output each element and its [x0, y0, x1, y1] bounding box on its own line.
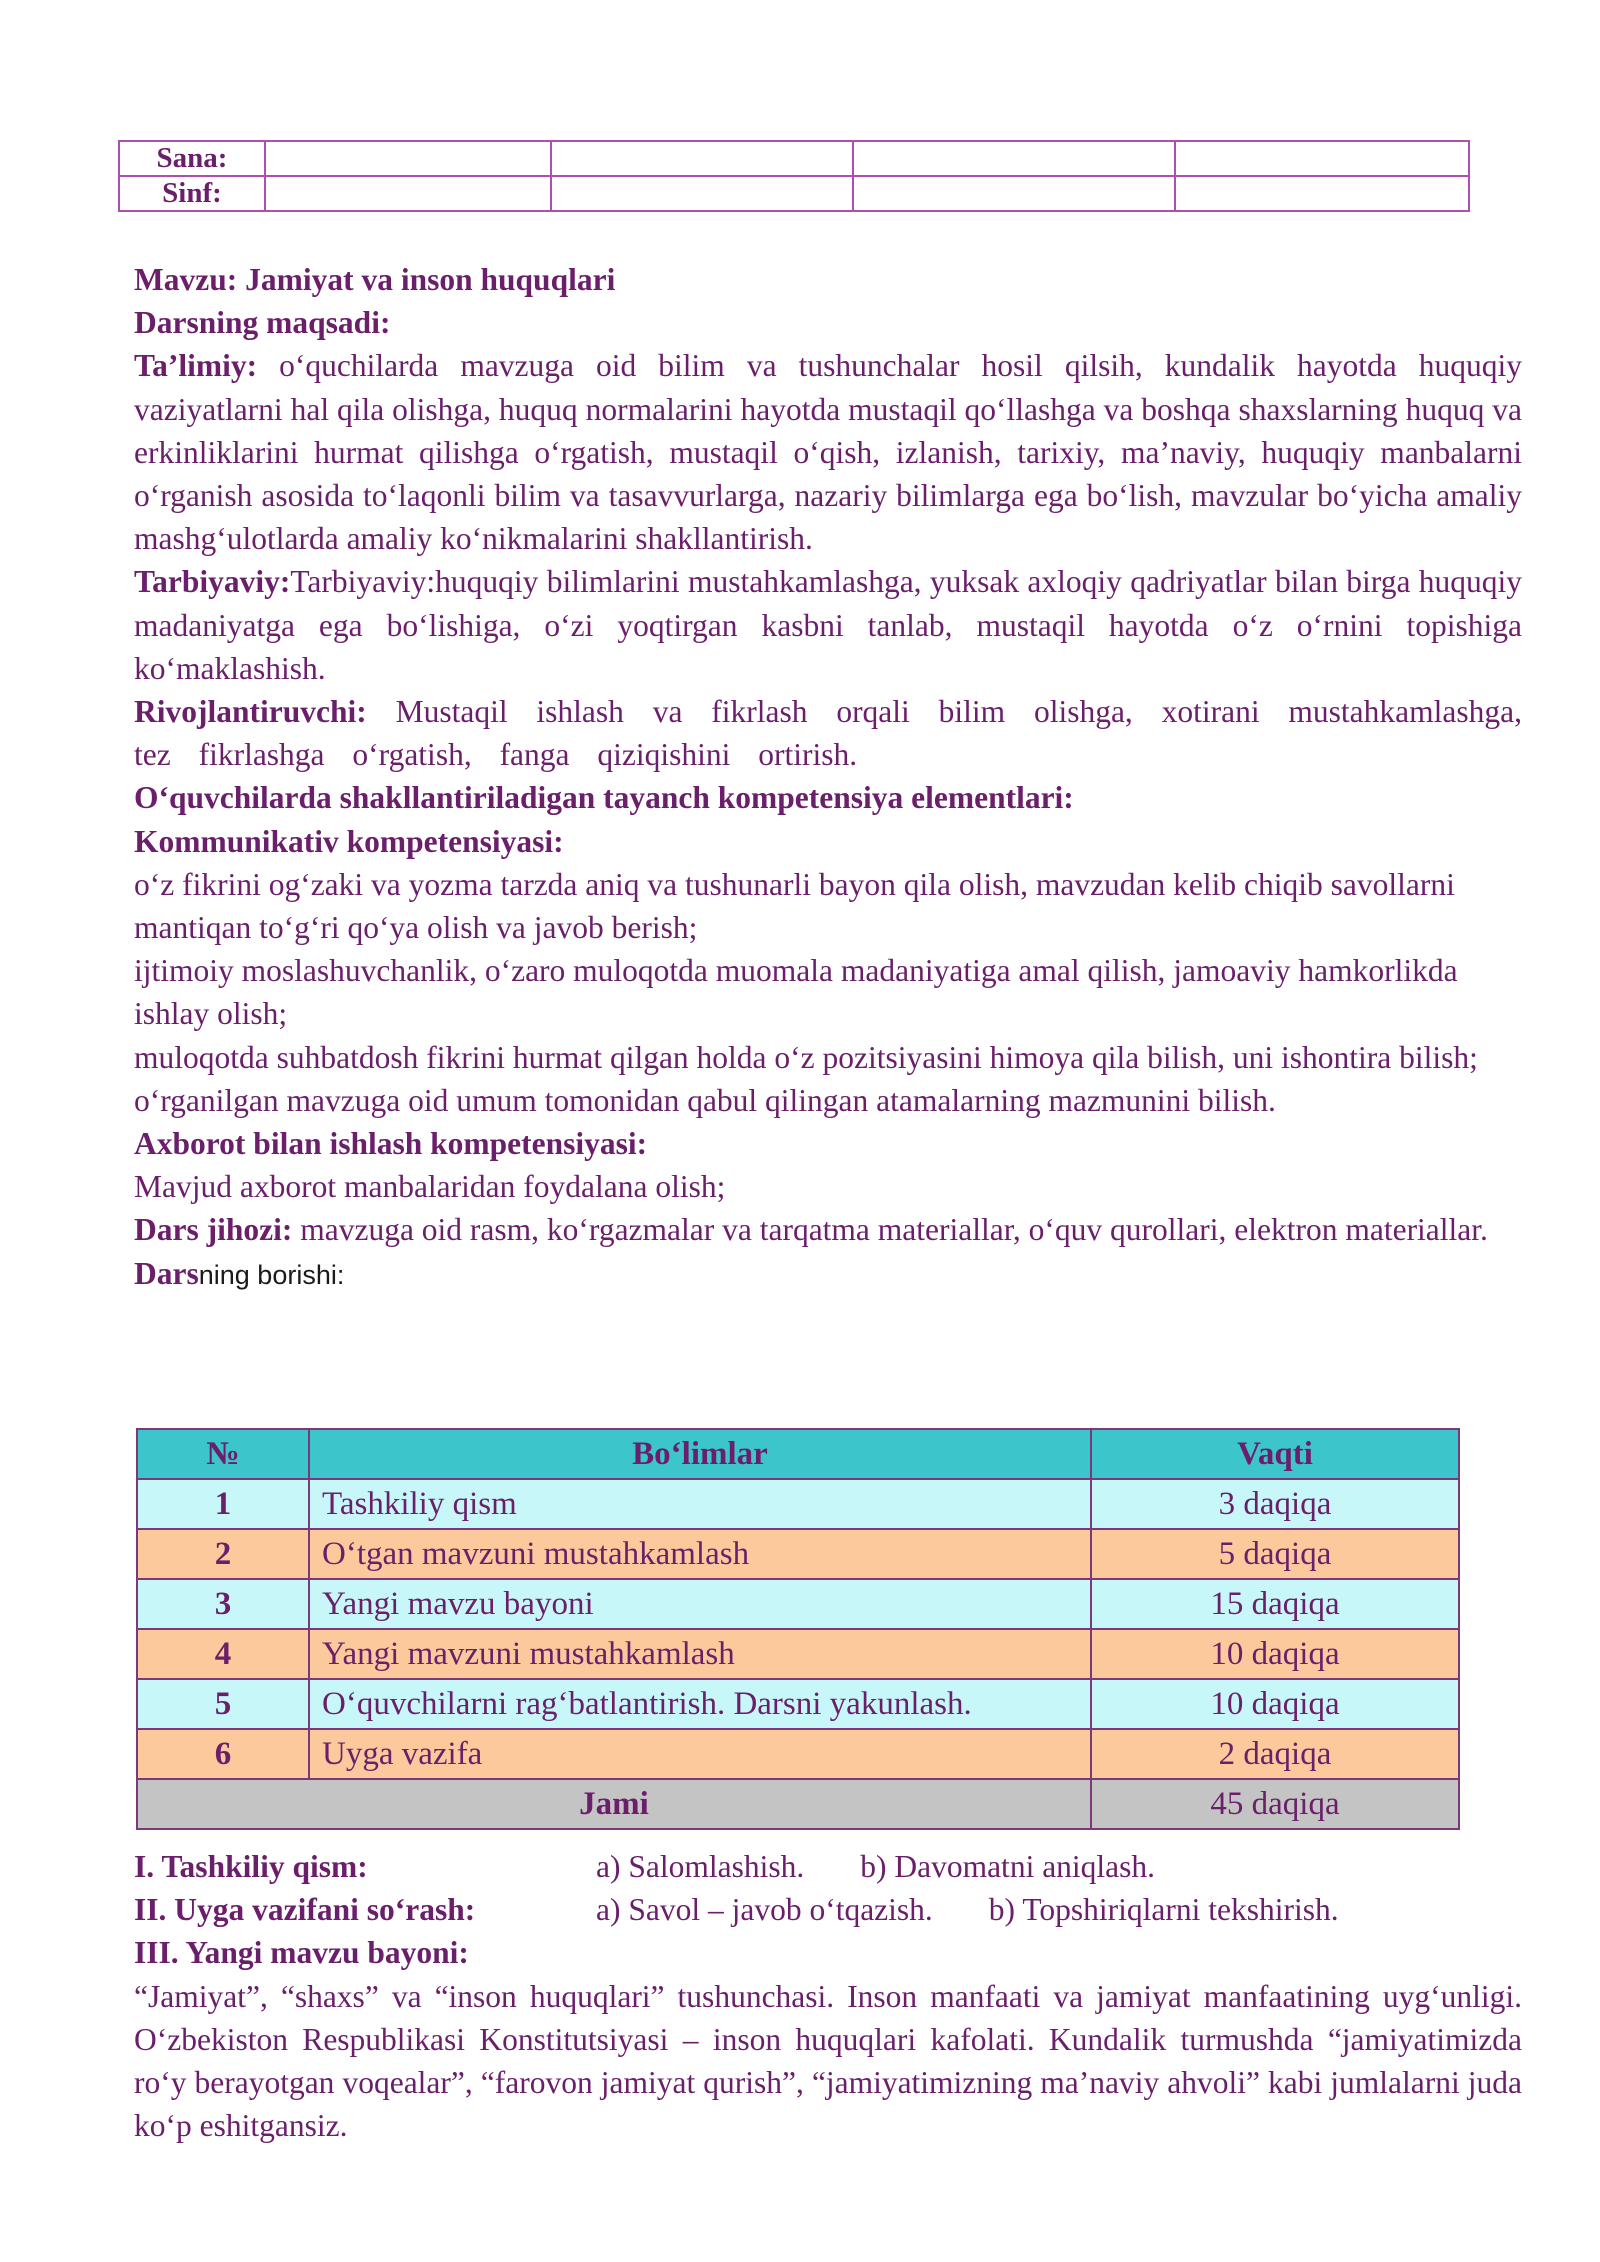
talimiy-label: Ta’limiy: [134, 348, 258, 384]
step-item: a) Salomlashish. [596, 1849, 805, 1884]
rivojlantiruvchi-label: Rivojlantiruvchi: [134, 694, 367, 730]
col-section-header: Bo‘limlar [309, 1429, 1091, 1479]
row-section: O‘quvchilarni rag‘batlantirish. Darsni yakunlash. [309, 1679, 1091, 1729]
borishi-rest: ning borishi: [198, 1259, 345, 1290]
sana-cell[interactable] [551, 141, 853, 176]
col-number-header: № [137, 1429, 309, 1479]
sinf-row [119, 176, 1469, 211]
row-time: 10 daqiqa [1091, 1679, 1459, 1729]
plan-header-row [137, 1429, 1459, 1479]
table-row [137, 1729, 1459, 1779]
talimiy-paragraph [134, 344, 1522, 560]
borishi-heading [134, 1252, 1522, 1297]
komm-item: muloqotda suhbatdosh fikrini hurmat qilgan holda o‘z pozitsiyasini himoya qila bilish, uni ishontira bilish; [134, 1039, 1478, 1075]
new-topic-paragraph: “Jamiyat”, “shaxs” va “inson huquqlari” tushunchasi. Inson manfaati va jamiyat manfaatining uyg‘unligi. O‘zbekiston Respublikasi Konstitutsiyasi – inson huquqlari kafolati. Kundalik turmushda “jamiyatimizda ro‘y berayotgan voqealar”, “farovon jamiyat qurish”, “jamiyatimizning ma’naviy ahvoli” kabi jumlalarni juda ko‘p eshitgansiz. [134, 1978, 1522, 2144]
step-new-topic-heading: III. Yangi mavzu bayoni: [134, 1935, 469, 1971]
sana-cell[interactable] [1175, 141, 1469, 176]
rivojlantiruvchi-text: Mustaqil ishlash va fikrlash orqali bilim olishga, xotirani mustahkamlashga, tez fikrlashga o‘rgatish, fanga qiziqishini ortirish. [134, 694, 1522, 773]
row-section: Yangi mavzu bayoni [309, 1579, 1091, 1629]
step-item: b) Topshiriqlarni tekshirish. [988, 1892, 1339, 1928]
sana-cell[interactable] [265, 141, 551, 176]
tarbiyaviy-paragraph [134, 560, 1522, 690]
table-row [137, 1679, 1459, 1729]
tarbiyaviy-text: Tarbiyaviy:huquqiy bilimlarini mustahkamlashga, yuksak axloqiy qadriyatlar bilan birga huquqiy madaniyatga ega bo‘lishiga, o‘zi yoqtirgan kasbni tanlab, mustaqil hayotda o‘z o‘rnini topishiga ko‘maklashish. [134, 564, 1522, 686]
total-label: Jami [137, 1779, 1091, 1829]
lesson-plan-table [136, 1428, 1460, 1830]
komm-item: ijtimoiy moslashuvchanlik, o‘zaro muloqotda muomala madaniyatiga amal qilish, jamoaviy hamkorlikda ishlay olish; [134, 953, 1458, 1032]
row-number: 1 [137, 1479, 309, 1529]
sinf-label: Sinf: [119, 176, 265, 211]
row-time: 3 daqiqa [1091, 1479, 1459, 1529]
row-section: Uyga vazifa [309, 1729, 1091, 1779]
komm-heading: Kommunikativ kompetensiyasi: [134, 823, 564, 859]
sinf-cell[interactable] [853, 176, 1175, 211]
table-row [137, 1629, 1459, 1679]
borishi-bold: Dars [134, 1255, 199, 1291]
sinf-cell[interactable] [551, 176, 853, 211]
total-row [137, 1779, 1459, 1829]
row-time: 10 daqiqa [1091, 1629, 1459, 1679]
step-label: II. Uyga vazifani so‘rash: [134, 1892, 476, 1928]
sana-label: Sana: [119, 141, 265, 176]
tarbiyaviy-label: Tarbiyaviy: [134, 564, 291, 600]
sana-row [119, 141, 1469, 176]
goal-heading: Darsning maqsadi: [134, 305, 391, 341]
sinf-cell[interactable] [1175, 176, 1469, 211]
lesson-steps [134, 1845, 1522, 2147]
total-time: 45 daqiqa [1091, 1779, 1459, 1829]
axborot-text: Mavjud axborot manbalaridan foydalana olish; [134, 1169, 726, 1205]
step-item: b) Davomatni aniqlash. [860, 1849, 1156, 1884]
komm-item: o‘z fikrini og‘zaki va yozma tarzda aniq va tushunarli bayon qila olish, mavzudan kelib chiqib savollarni mantiqan to‘g‘ri qo‘ya olish va javob berish; [134, 866, 1455, 946]
talimiy-text: o‘quchilarda mavzuga oid bilim va tushunchalar hosil qilsih, kundalik hayotda huquqiy vaziyatlarni hal qila olishga, huquq normalarini hayotda mustaqil qo‘llashga va boshqa shaxslarning huquq va erkinliklarini hurmat qilishga o‘rgatish, mustaqil o‘qish, izlanish, tarixiy, ma’naviy, huquqiy manbalarni o‘rganish asosida to‘laqonli bilim va tasavvurlarga, nazariy bilimlarga ega bo‘lish, mavzular bo‘yicha amaliy mashg‘ulotlarda amaliy ko‘nikmalarini shakllantirish. [134, 348, 1522, 557]
row-time: 15 daqiqa [1091, 1579, 1459, 1629]
step-homework-check [134, 1888, 1522, 1931]
row-number: 5 [137, 1679, 309, 1729]
rivojlantiruvchi-paragraph [134, 690, 1522, 776]
jihoz-paragraph [134, 1208, 1522, 1251]
row-number: 3 [137, 1579, 309, 1629]
row-number: 4 [137, 1629, 309, 1679]
komm-item: o‘rganilgan mavzuga oid umum tomonidan qabul qilingan atamalarning mazmunini bilish. [134, 1082, 1276, 1118]
jihoz-text: mavzuga oid rasm, ko‘rgazmalar va tarqatma materiallar, o‘quv qurollari, elektron materiallar. [292, 1212, 1488, 1248]
table-row [137, 1479, 1459, 1529]
axborot-heading: Axborot bilan ishlash kompetensiyasi: [134, 1126, 648, 1162]
topic-heading: Mavzu: Jamiyat va inson huquqlari [134, 262, 616, 297]
step-organizational [134, 1845, 1522, 1888]
lesson-content [134, 258, 1522, 1297]
row-time: 2 daqiqa [1091, 1729, 1459, 1779]
row-number: 6 [137, 1729, 309, 1779]
jihoz-label: Dars jihozi: [134, 1212, 293, 1248]
sinf-cell[interactable] [265, 176, 551, 211]
step-item: a) Savol – javob o‘tqazish. [596, 1892, 933, 1928]
table-row [137, 1529, 1459, 1579]
col-time-header: Vaqti [1091, 1429, 1459, 1479]
row-section: Yangi mavzuni mustahkamlash [309, 1629, 1091, 1679]
table-row [137, 1579, 1459, 1629]
date-class-table [118, 140, 1470, 212]
row-time: 5 daqiqa [1091, 1529, 1459, 1579]
sana-cell[interactable] [853, 141, 1175, 176]
competence-heading: O‘quvchilarda shakllantiriladigan tayanch kompetensiya elementlari: [134, 780, 1074, 816]
step-label: I. Tashkiliy qism: [134, 1849, 368, 1884]
row-section: O‘tgan mavzuni mustahkamlash [309, 1529, 1091, 1579]
row-number: 2 [137, 1529, 309, 1579]
row-section: Tashkiliy qism [309, 1479, 1091, 1529]
